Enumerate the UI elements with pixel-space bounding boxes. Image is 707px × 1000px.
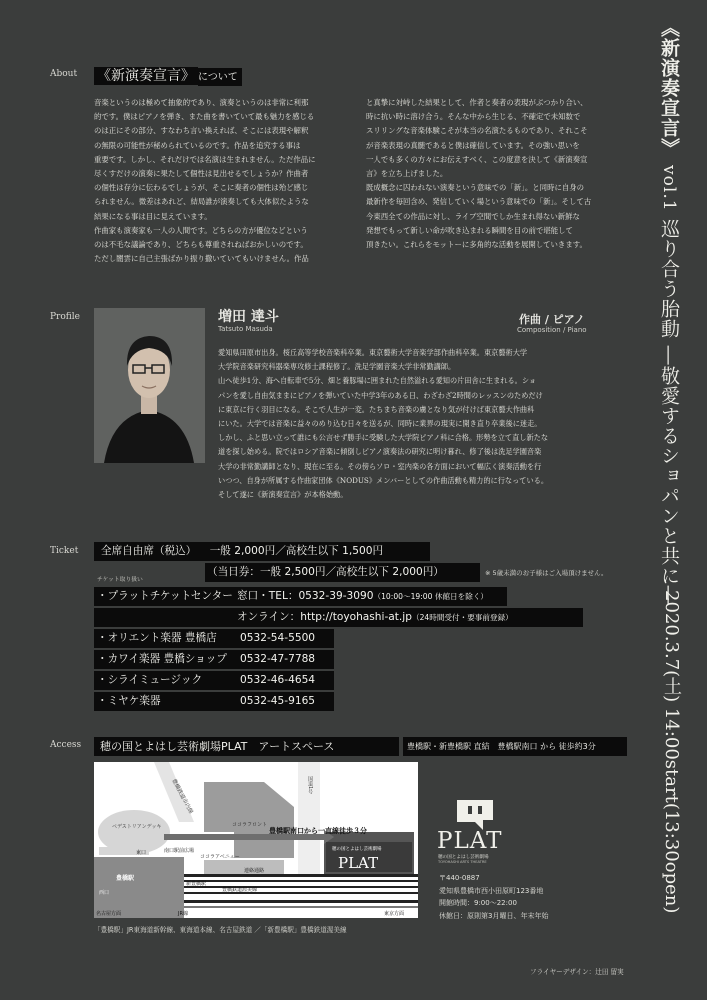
about-line: 尽くすだけの演奏に果たして個性は見出せるでしょうか？作曲者 [94,169,309,179]
map-label-west-exit: 西口 [99,890,110,896]
about-line: られません。微差はあれど、結局誰が演奏しても大体似たような [94,197,309,207]
about-line: の無限の可能性が秘められているのです。作品を追究する事は [94,140,301,150]
about-line: と真摯に対峙した結果として、作者と奏者の表現がぶつかり合い、 [366,98,588,107]
outlet-row-miyake [94,692,334,711]
series-title: 《新演奏宣言》 [658,18,680,158]
outlet-row-online [94,608,583,627]
about-line: 時に抗い時に溶け合う。そんな中から生じる、不確定で未知数で [366,112,581,122]
outlet-name: ・オリエント楽器 豊橋店 [97,632,217,644]
outlet-note: （24時間受付・要事前登録） [411,613,513,622]
outlet-row-orient [94,629,334,648]
about-line: 的です。僕はピアノを弾き、また曲を書いていて最も魅力を感じる [94,112,315,122]
bio-line: しかし、ふと思い立って誰にも公言せず勝手に受験した大学院ピアノ科に合格。形勢を立て直し新たな [218,433,549,443]
access-label: Access [50,740,82,750]
artist-role-en: Composition / Piano [517,326,587,334]
map-caption: 「豊橋駅」JR東海道新幹線、東海道本線、名古屋鉄道 ／「新豊橋駅」豊橋鉄道渥美線 [94,926,347,934]
outlet-row-shirai [94,671,334,690]
about-heading [94,64,242,86]
about-line: 結果になる事は目に見えています。 [94,211,212,221]
map-label-route1: 国道1号 [307,776,313,795]
map-label-toyohashi-station: 豊橋駅 [116,875,135,882]
map-label-deck: ペデストリアンデッキ [112,824,162,830]
venue-postal: 〒440-0887 [439,874,480,882]
ticket-price-advance: 一般 2,000円／高校生以下 1,500円 [209,545,384,557]
ticket-label: Ticket [50,546,79,556]
about-line: のは不毛な議論であり、どちらも尊重されねばおかしいのです。 [94,240,308,250]
outlet-contact: 0532-45-9165 [240,695,316,707]
about-heading-title: 《新演奏宣言》 [94,67,198,85]
map-label-cocolafront: ココラフロント [232,822,268,828]
ticket-price-row [94,542,430,561]
map-walk-label: 豊橋駅南口から一直線徒歩３分 [269,827,367,835]
outlet-note: （10:00〜19:00 休館日を除く） [373,592,489,601]
about-line: 音楽というのは極めて抽象的であり、演奏というのは非常に利那 [94,98,309,107]
about-line: の個性は存分に伝わるでしょうが、そこに奏者の個性は殆ど感じ [94,183,309,193]
about-line: 既成概念に囚われない演奏という意味での「新」。と同時に自身の [366,183,585,193]
artist-name: 増田 達斗 [218,309,279,325]
outlet-contact: 窓口・TEL：0532-39-3090 [237,590,374,602]
bio-line: パンを愛し自由気ままにピアノを弾いていた中学3年のある日、わざわざ2時間のレッスンのためだけ [218,390,543,400]
about-line: 作曲家も演奏家も一人の人間です。どちらの方が優位などという [94,225,308,235]
artist-role: 作曲 / ピアノ [519,313,585,326]
bio-line: 愛知県田原市出身。桜丘高等学校音楽科卒業。東京藝術大学音楽学部作曲科卒業。東京藝術大学 [218,348,528,357]
about-line: 言》を立ち上げました。 [366,169,448,179]
outlet-contact: 0532-47-7788 [240,653,316,665]
bio-line: に東京に行く羽目になる。そこで人生が一変。たちまち音楽の虜となり気が付けば東京藝大作曲科 [218,404,535,414]
concert-date: 2020.3.7(土) 14:00start(13:30open) [661,590,682,914]
artist-name-roman: Tatsuto Masuda [218,325,273,333]
venue-hours: 開館時間：9:00〜22:00 [439,899,517,907]
about-line: が音楽表現の真髄であると僕は確信しています。その強い思いを [366,140,580,150]
bio-line: 大学院音楽研究科器楽専攻修士課程修了。洗足学園音楽大学非常勤講師。 [218,362,456,372]
plat-logo-icon [455,798,495,832]
plat-logo-text: PLAT [437,828,503,854]
ticket-door-row [205,563,480,582]
about-line: 今東西全ての作品に対し、ライブ空間でしか生まれ得ない新鮮な [366,211,580,221]
bio-line: 大学の非常勤講師となり、現在に至る。その傍らソロ・室内楽の各方面において幅広く演奏活動を行 [218,461,542,471]
outlet-contact: 0532-54-5500 [240,632,316,644]
bio-line: 山へ徒歩1分、海へ自転車で5分、畑と養豚場に囲まれた自然溢れる愛知の片田舎に生まれる。ショ [218,376,537,386]
about-line: 最新作を毎回含め、発信していく場という意味での「新」。そして古 [366,197,592,207]
map-label-south-plaza: 南口駅前広場 [164,848,195,854]
outlet-name: ・カワイ楽器 豊橋ショップ [97,653,227,665]
venue-closed: 休館日：原則第3月曜日、年末年始 [439,911,549,920]
venue-info [439,872,548,922]
map-label-tram: 豊橋鉄道市内線 [170,778,194,815]
about-heading-suffix: について [198,68,242,86]
outlet-name: ・プラットチケットセンター [97,590,233,602]
map-label-avenue: ココラアベニュー [200,854,240,860]
plat-logo-en: TOYOHASHI ARTS THEATRE [438,860,487,864]
about-line: ただし闇雲に自己主張ばかり振り撒いていてもいけません。作品 [94,254,309,264]
ticket-seat: 全席自由席（税込） [101,545,197,557]
map-label-nagoya-dir: 名古屋方面 [96,911,122,917]
map-theater-big: PLAT [338,854,379,872]
bio-line: にいた。大学では音楽に益々のめり込む日々を送るが、同時に業界の現実に開き直り卒業後に迷走。 [218,419,542,429]
map-label-shintoyohashi: 新豊橋駅 [186,881,207,887]
vertical-title [656,18,683,606]
about-label: About [50,69,78,79]
map-label-tokyo-dir: 東京方面 [384,911,405,917]
bio-line: 道を探し始める。院ではロシア音楽に傾倒しピアノ演奏法の研究に明け暮れ、修了後は洗足学園音楽 [218,447,542,457]
about-line: スリリングな音楽体験こそが本当の名演たるものであり、それこそ [366,126,588,136]
bio-line: いつつ、自身が所属する作曲家団体《NODUS》メンバーとしての作曲活動も精力的に行なっている。 [218,475,549,485]
plat-logo [437,798,527,866]
profile-photo [94,308,205,463]
access-route-row [403,737,627,756]
access-route: 豊橋駅・新豊橋駅 直結 豊橋駅南口 から 徒歩約3分 [407,742,596,751]
about-col2 [366,96,628,252]
design-credit: フライヤーデザイン：辻田 留実 [530,968,624,976]
profile-label: Profile [50,312,80,322]
about-line: 頂きたい。これらをモットーに多角的な活動を展開していきます。 [366,240,587,250]
ticket-children-note: ※ 5歳未満のお子様はご入場頂けません。 [485,569,608,577]
volume-label: vol.1 [659,165,679,212]
outlet-online-link[interactable]: オンライン：http://toyohashi-at.jp [237,611,412,623]
profile-bio [218,346,628,502]
portrait-image [94,308,205,463]
map-label-jr-line: JR線 [178,911,188,917]
ticket-price-door: （当日券：一般 2,500円／高校生以下 2,000円） [207,566,444,578]
outlet-name: ・シライミュージック [97,674,203,686]
about-line: のは正にその部分、すなわち言い換えれば、そこには表現や解釈 [94,126,309,136]
subtitle: 巡り合う胎動 ―敬愛するショパンと共に― [658,218,680,606]
access-venue-row [94,737,399,756]
access-venue: 穂の国とよはし芸術劇場PLAT アートスペース [100,740,335,753]
about-line: 一人でも多くの方々にお伝えすべく、この度意を決して《新演奏宣 [366,154,588,164]
map-drawing [94,762,418,918]
map-label-east-exit: 東口 [136,850,147,856]
ticket-outlets-label: チケット取り扱い [97,577,143,583]
plat-logo-sub: 穂の国とよはし芸術劇場 [438,855,489,860]
map-label-corridor: 連絡通路 [244,868,265,874]
map-theater-small: 穂の国とよはし芸術劇場 [332,847,382,852]
outlet-row-kawai [94,650,334,669]
outlet-row-plat [94,587,507,606]
access-map [94,762,418,918]
bio-line: そして遂に《新演奏宣言》が本格始動。 [218,490,348,500]
about-col1 [94,96,356,266]
venue-address: 愛知県豊橋市西小田原町123番地 [439,886,544,895]
outlet-contact: 0532-46-4654 [240,674,316,686]
outlet-name: ・ミヤケ楽器 [97,695,161,707]
map-label-atsumi-line: 豊橋鉄道渥美線 [222,887,258,893]
about-line: 重要です。しかし、それだけでは名演は生まれません。ただ作品に [94,154,316,164]
about-line: 発想でもって新しい命が吹き込まれる瞬間を目の前で堪能して [366,225,573,235]
